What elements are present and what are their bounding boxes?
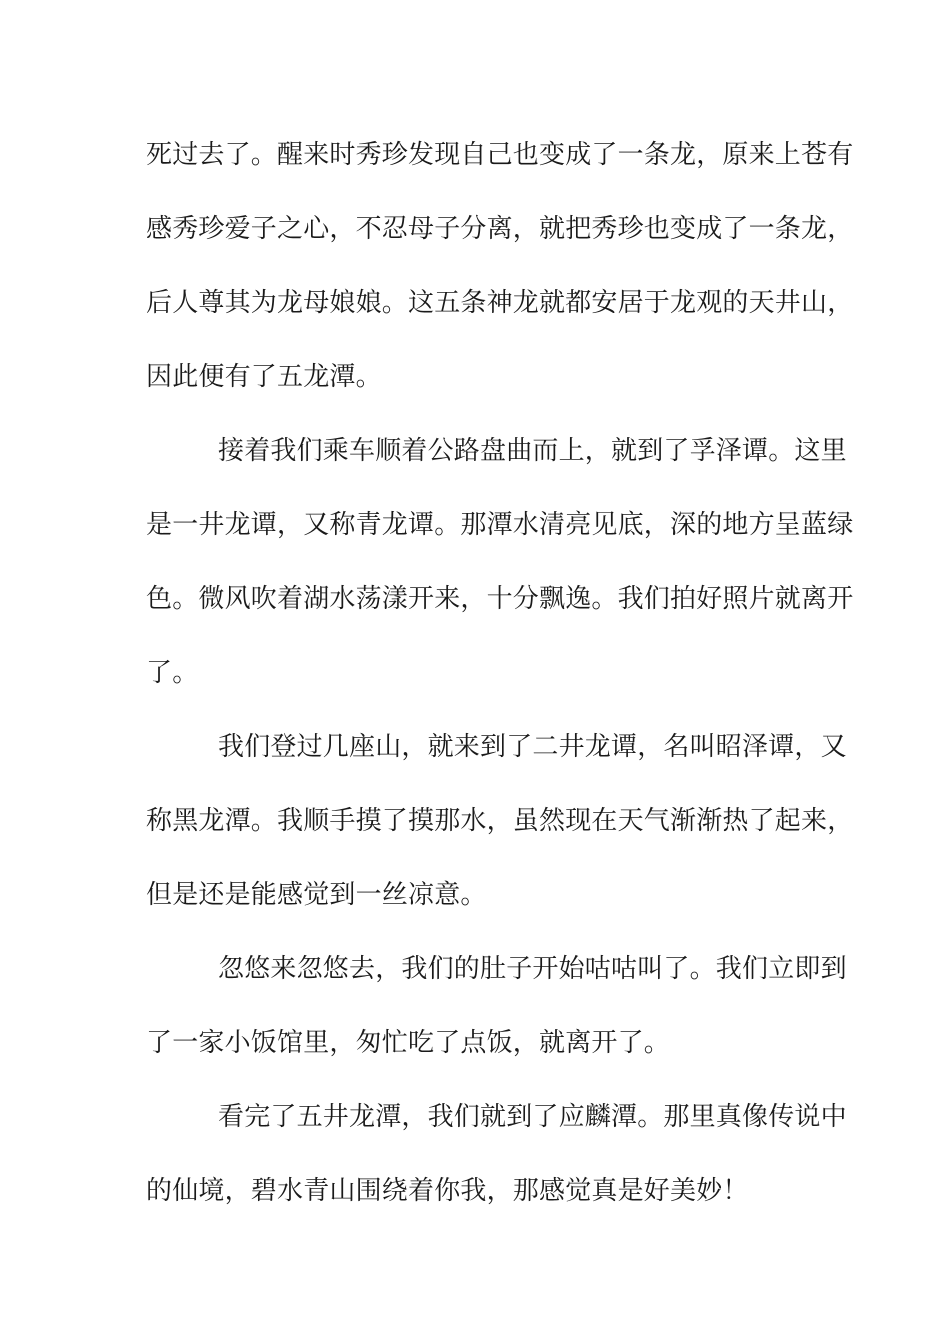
paragraph-first-line: 我们登过几座山，就来到了二井龙谭，名叫昭泽谭，又 xyxy=(218,732,847,762)
text-line: 但是还是能感觉到一丝凉意。 xyxy=(146,880,487,910)
text-line: 了一家小饭馆里，匆忙吃了点饭，就离开了。 xyxy=(146,1028,671,1058)
text-line: 了。 xyxy=(146,658,199,688)
paragraph-first-line: 接着我们乘车顺着公路盘曲而上，就到了孚泽谭。这里 xyxy=(218,436,847,466)
text-line: 称黑龙潭。我顺手摸了摸那水，虽然现在天气渐渐热了起来， xyxy=(146,806,854,836)
text-line: 后人尊其为龙母娘娘。这五条神龙就都安居于龙观的天井山， xyxy=(146,288,854,318)
text-line: 是一井龙谭，又称青龙谭。那潭水清亮见底，深的地方呈蓝绿 xyxy=(146,510,854,540)
text-line: 色。微风吹着湖水荡漾开来，十分飘逸。我们拍好照片就离开 xyxy=(146,584,854,614)
text-line: 死过去了。醒来时秀珍发现自己也变成了一条龙，原来上苍有 xyxy=(146,140,854,170)
paragraph-first-line: 忽悠来忽悠去，我们的肚子开始咕咕叫了。我们立即到 xyxy=(218,954,847,984)
text-line: 因此便有了五龙潭。 xyxy=(146,362,382,392)
text-line: 的仙境，碧水青山围绕着你我，那感觉真是好美妙！ xyxy=(146,1176,749,1206)
text-line: 感秀珍爱子之心，不忍母子分离，就把秀珍也变成了一条龙， xyxy=(146,214,854,244)
paragraph-first-line: 看完了五井龙潭，我们就到了应麟潭。那里真像传说中 xyxy=(218,1102,847,1132)
